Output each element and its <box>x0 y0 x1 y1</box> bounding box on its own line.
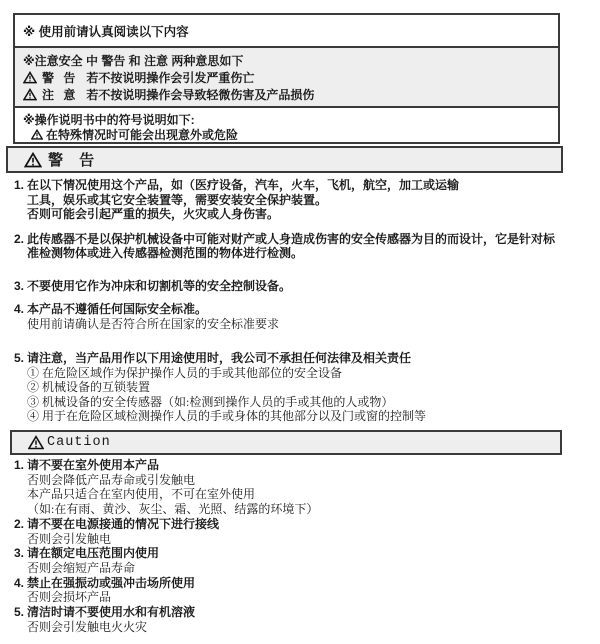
caution-item-note: （如:在有雨、黄沙、灰尘、霜、光照、结露的环境下） <box>27 502 319 517</box>
caution-definition-row <box>23 86 550 103</box>
warning-item-text: 此传感器不是以保护机械设备中可能对财产或人身造成伤害的安全传感器为目的而设计，它是针对标 <box>27 231 556 246</box>
caution-item-note: 否则会缩短产品寿命 <box>27 560 136 575</box>
caution-item-title <box>14 458 594 473</box>
warning-section-title: 警 告 <box>48 152 101 169</box>
warning-item-4 <box>14 302 594 331</box>
warning-label: 警 告 <box>42 71 79 85</box>
warning-item-3 <box>14 279 594 294</box>
warning-triangle-icon <box>23 71 37 84</box>
warning-item-title <box>14 351 594 366</box>
warning-definition-row <box>23 69 550 86</box>
warning-item-subitem: ④ 用于在危险区域检测操作人员的手或身体的其他部分以及门或窗的控制等 <box>27 409 427 423</box>
warning-item-note: 使用前请确认是否符合所在国家的安全标准要求 <box>27 316 280 331</box>
caution-item-title <box>14 605 594 620</box>
caution-triangle-icon <box>23 88 37 101</box>
warning-item-text: 请注意，当产品用作以下用途使用时，我公司不承担任何法律及相关责任 <box>27 351 412 365</box>
caution-item-2 <box>14 517 594 546</box>
caution-list <box>14 458 594 634</box>
caution-item-text: 清洁时请不要使用水和有机溶液 <box>27 605 196 620</box>
symbol-legend-description: 在特殊情况时可能会出现意外或危险 <box>46 128 239 142</box>
item-number: 5. <box>14 351 25 365</box>
caution-section-header <box>10 430 562 455</box>
warning-item-line: 否则可能会引起严重的损失，火灾或人身伤害。 <box>27 207 280 221</box>
warning-item-1 <box>14 178 594 222</box>
symbol-legend-intro: ※操作说明书中的符号说明如下: <box>23 113 195 127</box>
caution-item-text: 请不要在室外使用本产品 <box>27 458 160 472</box>
warning-item-title <box>14 178 594 193</box>
alert-triangle-icon <box>31 129 43 140</box>
caution-item-title <box>14 517 594 532</box>
warning-item-subitem: ② 机械设备的互锁装置 <box>27 380 151 394</box>
warning-item-text: 不要使用它作为冲床和切割机等的安全控制设备。 <box>27 278 292 293</box>
item-number: 4. <box>14 575 25 590</box>
caution-item-title <box>14 576 594 591</box>
read-before-use-text: ※ 使用前请认真阅读以下内容 <box>23 25 189 39</box>
caution-item-5 <box>14 605 594 634</box>
safety-levels-intro: ※注意安全 中 警告 和 注意 两种意思如下 <box>23 54 244 68</box>
caution-item-note: 否则会降低产品寿命或引发触电 <box>27 472 196 487</box>
item-number: 1. <box>14 178 25 192</box>
warning-item-title <box>14 302 594 317</box>
item-number: 3. <box>14 278 25 293</box>
safety-levels-box <box>13 46 560 108</box>
item-number: 2. <box>14 231 25 246</box>
warning-list <box>14 178 594 424</box>
caution-item-title <box>14 546 594 561</box>
caution-item-4 <box>14 576 594 605</box>
caution-item-note: 否则会引发触电 <box>27 531 112 546</box>
caution-item-text: 禁止在强振动或强冲击场所使用 <box>27 575 196 590</box>
item-number: 1. <box>14 458 25 472</box>
warning-item-subitem: ① 在危险区域作为保护操作人员的手或其他部位的安全设备 <box>27 365 343 380</box>
warning-triangle-icon <box>24 152 42 168</box>
caution-item-1 <box>14 458 594 517</box>
caution-item-3 <box>14 546 594 575</box>
caution-triangle-icon <box>28 435 44 450</box>
caution-item-text: 请不要在电源接通的情况下进行接线 <box>27 516 220 531</box>
symbol-legend-box <box>13 106 560 144</box>
caution-label: 注 意 <box>42 88 79 102</box>
caution-description: 若不按说明操作会导致轻微伤害及产品损伤 <box>86 88 315 102</box>
item-number: 3. <box>14 546 25 561</box>
warning-item-5 <box>14 351 594 424</box>
warning-item-line: 工具，娱乐或其它安全装置等，需要安装安全保护装置。 <box>27 192 328 207</box>
warning-item-text: 在以下情况使用这个产品，如（医疗设备，汽车，火车，飞机，航空，加工或运输 <box>27 178 460 192</box>
caution-item-text: 请在额定电压范围内使用 <box>27 546 160 561</box>
item-number: 2. <box>14 516 25 531</box>
warning-item-line: 准检测物体或进入传感器检测范围的物体进行检测。 <box>27 246 304 260</box>
item-number: 5. <box>14 605 25 620</box>
warning-item-2 <box>14 232 594 261</box>
caution-section-title: Caution <box>47 435 111 450</box>
warning-item-text: 本产品不遵循任何国际安全标准。 <box>27 302 208 316</box>
warning-item-title <box>14 279 594 294</box>
caution-item-note: 本产品只适合在室内使用，不可在室外使用 <box>27 487 256 502</box>
warning-item-title <box>14 232 594 247</box>
item-number: 4. <box>14 302 25 316</box>
warning-section-header <box>6 146 563 173</box>
caution-item-note: 否则会损坏产品 <box>27 590 112 605</box>
warning-description: 若不按说明操作会引发严重伤亡 <box>86 71 255 85</box>
caution-item-note: 否则会引发触电火火灾 <box>27 619 148 634</box>
symbol-legend-row <box>23 127 550 142</box>
read-before-use-box <box>13 13 560 48</box>
warning-item-subitem: ③ 机械设备的安全传感器（如:检测到操作人员的手或其他的人或物） <box>27 394 394 409</box>
